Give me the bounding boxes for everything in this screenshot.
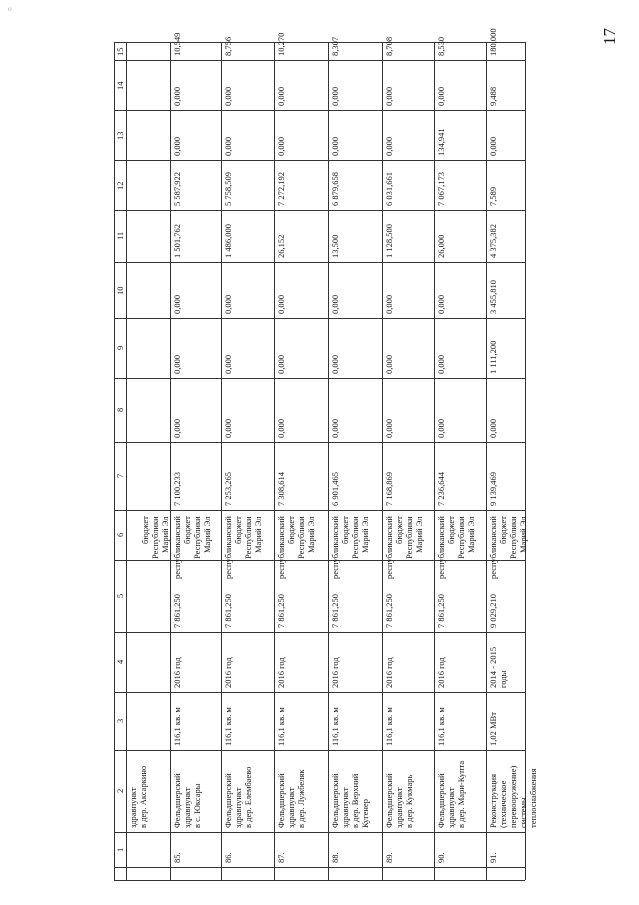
amount-col-10: 0,000 [330,294,340,314]
facility-name-line: здравпункт [394,787,404,828]
facility-name-line: Фельдшерский [223,773,233,828]
cost-value: 9 029,210 [488,594,498,628]
column-rule [114,210,525,211]
amount-col-11: 26,152 [276,234,286,258]
amount-col-10: 0,000 [172,294,182,314]
amount-col-9: 0,000 [330,354,340,374]
amount-col-11: 13,500 [330,234,340,258]
header-col-10: 10 [115,286,125,295]
funding-source-line: республиканский [172,516,182,579]
header-col-13: 13 [115,131,125,140]
period-value: 2016 год [276,657,286,688]
funding-source-line: бюджет [286,516,296,544]
funding-source-line: бюджет [394,516,404,544]
amount-col-7: 6 901,465 [330,472,340,506]
facility-name-line: здравпункт [340,787,350,828]
amount-col-7: 9 139,469 [488,472,498,506]
header-col-4: 4 [115,659,125,664]
funding-source-line: республиканский [488,516,498,579]
amount-col-15: 8,307 [330,36,340,56]
amount-col-8: 0,000 [436,418,446,438]
header-col-15: 15 [115,47,125,56]
funding-source-line: республиканский [436,516,446,579]
amount-col-10: 3 455,810 [488,280,498,314]
amount-col-15: 8,756 [223,36,233,56]
row-rule [114,42,115,880]
capacity-value: 116,1 кв. м [436,707,446,746]
amount-col-8: 0,000 [330,418,340,438]
column-rule [114,832,525,833]
funding-source-line: Марий Эл [414,516,424,553]
amount-col-12: 7 272,192 [276,172,286,206]
row-rule [486,42,487,880]
funding-source-line: бюджет [233,516,243,544]
amount-col-7: 7 253,265 [223,472,233,506]
funding-source-line: бюджет [498,516,508,544]
column-rule [114,867,525,868]
cost-value: 7 861,250 [172,594,182,628]
amount-col-9: 0,000 [223,354,233,374]
amount-col-12: 5 587,922 [172,172,182,206]
funding-source-line: бюджет [446,516,456,544]
budget-table [114,28,538,880]
column-rule [114,262,525,263]
funding-source-line: Республики [456,516,466,559]
funding-source-line: Республики [404,516,414,559]
facility-name-line: здравпункт [286,787,296,828]
row-number: 91. [488,852,498,863]
amount-col-10: 0,000 [384,294,394,314]
amount-col-11: 26,000 [436,234,446,258]
row-number: 90. [436,852,446,863]
funding-source-line: Республики [350,516,360,559]
amount-col-7: 7 308,614 [276,472,286,506]
period-value: 2016 год [384,657,394,688]
amount-col-9: 0,000 [172,354,182,374]
amount-col-15: 8,708 [384,36,394,56]
facility-name-line: Фельдшерский [330,773,340,828]
amount-col-14: 0,000 [436,86,446,106]
period-value: 2016 год [330,657,340,688]
amount-col-12: 7 067,173 [436,172,446,206]
facility-name-line: Фельдшерский [384,773,394,828]
facility-name-line: здравпункт [446,787,456,828]
column-rule [114,632,525,633]
column-rule [114,378,525,379]
capacity-value: 116,1 кв. м [384,707,394,746]
header-col-12: 12 [115,181,125,190]
amount-col-13: 0,000 [384,136,394,156]
funding-source-line: Республики [508,516,518,559]
facility-name-line: в дер. Мари-Купта [456,760,466,828]
row-number: 85. [172,852,182,863]
funding-source-line: Марий Эл [202,516,212,553]
period-value: годы [498,670,508,688]
amount-col-9: 0,000 [276,354,286,374]
amount-col-14: 0,000 [276,86,286,106]
funding-source-line: Марий Эл [518,516,528,553]
row-rule [382,42,383,880]
facility-name-line: Фельдшерский [276,773,286,828]
continued-source-line: бюджет [140,516,150,544]
capacity-value: 116,1 кв. м [223,707,233,746]
period-value: 2016 год [223,657,233,688]
funding-source-line: республиканский [330,516,340,579]
facility-name-line: в с. Юксары [192,783,202,828]
amount-col-9: 0,000 [384,354,394,374]
amount-col-7: 7 100,233 [172,472,182,506]
header-col-8: 8 [115,407,125,412]
facility-name-line: здравпункт [233,787,243,828]
column-rule [114,880,525,881]
header-col-14: 14 [115,81,125,90]
amount-col-8: 0,000 [172,418,182,438]
amount-col-13: 0,000 [488,136,498,156]
funding-source-line: Республики [192,516,202,559]
funding-source-line: бюджет [340,516,350,544]
capacity-value: 116,1 кв. м [330,707,340,746]
funding-source-line: Марий Эл [306,516,316,553]
column-rule [114,750,525,751]
amount-col-8: 0,000 [384,418,394,438]
funding-source-line: Марий Эл [253,516,263,553]
capacity-value: 116,1 кв. м [276,707,286,746]
header-col-9: 9 [115,345,125,350]
period-value: 2016 год [172,657,182,688]
funding-source-line: Республики [296,516,306,559]
amount-col-8: 0,000 [223,418,233,438]
facility-name-line: Фельдшерский [172,773,182,828]
row-rule [328,42,329,880]
column-rule [114,160,525,161]
page-number: 17 [600,28,619,45]
funding-source-line: Республики [243,516,253,559]
amount-col-13: 0,000 [276,136,286,156]
facility-name-line: (техническое [498,780,508,828]
column-rule [114,110,525,111]
header-col-2: 2 [115,788,125,793]
row-rule [274,42,275,880]
funding-source-line: Марий Эл [360,516,370,553]
funding-source-line: бюджет [182,516,192,544]
amount-col-12: 6 031,661 [384,172,394,206]
amount-col-14: 0,000 [384,86,394,106]
amount-col-15: 10,549 [172,32,182,56]
row-number: 87. [276,852,286,863]
column-rule [114,318,525,319]
column-rule [114,60,525,61]
amount-col-10: 0,000 [223,294,233,314]
facility-name-line: Реконструкция [488,773,498,828]
capacity-value: 116,1 кв. м [172,707,182,746]
amount-col-8: 0,000 [488,418,498,438]
funding-source-line: Марий Эл [466,516,476,553]
column-rule [114,442,525,443]
amount-col-11: 1 486,000 [223,224,233,258]
period-value: 2016 год [436,657,446,688]
amount-col-12: 6 879,658 [330,172,340,206]
facility-name-line: теплоснабжения [528,768,538,828]
funding-source-line: республиканский [223,516,233,579]
amount-col-10: 0,000 [436,294,446,314]
amount-col-12: 5 758,509 [223,172,233,206]
header-col-11: 11 [115,231,125,240]
continued-name-line: здравпункт [128,787,138,828]
amount-col-12: 7,589 [488,186,498,206]
amount-col-9: 1 111,200 [488,340,498,374]
amount-col-9: 0,000 [436,354,446,374]
column-rule [114,510,525,511]
amount-col-15: 180,000 [488,28,498,56]
cost-value: 7 861,250 [436,594,446,628]
amount-col-8: 0,000 [276,418,286,438]
amount-col-11: 1 128,500 [384,224,394,258]
facility-name-line: в дер. Елембаево [243,766,253,828]
cost-value: 7 861,250 [223,594,233,628]
row-number: 86. [223,852,233,863]
facility-name-line: в дер. Кукмарь [404,774,414,828]
amount-col-14: 0,000 [330,86,340,106]
cost-value: 7 861,250 [276,594,286,628]
facility-name-line: в дер. Лужбеляк [296,769,306,828]
amount-col-14: 9,488 [488,86,498,106]
amount-col-10: 0,000 [276,294,286,314]
header-col-6: 6 [115,532,125,537]
header-col-3: 3 [115,718,125,723]
amount-col-7: 7 236,644 [436,472,446,506]
column-rule [114,692,525,693]
amount-col-11: 4 375,382 [488,224,498,258]
amount-col-7: 7 168,869 [384,472,394,506]
facility-name-line: здравпункт [182,787,192,828]
continued-name-line: в дер. Аксаркино [138,765,148,828]
amount-col-13: 0,000 [330,136,340,156]
amount-col-15: 10,270 [276,32,286,56]
scan-mark: ⁰ [8,6,12,16]
row-rule [434,42,435,880]
amount-col-11: 1 501,762 [172,224,182,258]
continued-source-line: Республики [150,516,160,559]
amount-col-14: 0,000 [223,86,233,106]
amount-col-13: 0,000 [172,136,182,156]
header-col-1: 1 [115,847,125,852]
period-value: 2014 - 2015 [488,646,498,688]
facility-name-line: в дер. Верхний [350,773,360,828]
funding-source-line: республиканский [384,516,394,579]
facility-name-line: Кугенер [360,799,370,828]
row-rule [221,42,222,880]
cost-value: 7 861,250 [384,594,394,628]
continued-source-line: Марий Эл [160,516,170,553]
cost-value: 7 861,250 [330,594,340,628]
row-number: 89. [384,852,394,863]
amount-col-13: 0,000 [223,136,233,156]
funding-source-line: республиканский [276,516,286,579]
amount-col-14: 0,000 [172,86,182,106]
row-rule [170,42,171,880]
header-col-5: 5 [115,593,125,598]
row-rule [525,42,526,880]
amount-col-15: 8,530 [436,36,446,56]
facility-name-line: Фельдшерский [436,773,446,828]
facility-name-line: системы [518,797,528,828]
amount-col-13: 134,941 [436,128,446,156]
facility-name-line: перевооружение) [508,765,518,828]
row-rule [126,42,127,880]
header-col-7: 7 [115,473,125,478]
capacity-value: 1,02 МВт [488,712,498,746]
row-number: 88. [330,852,340,863]
